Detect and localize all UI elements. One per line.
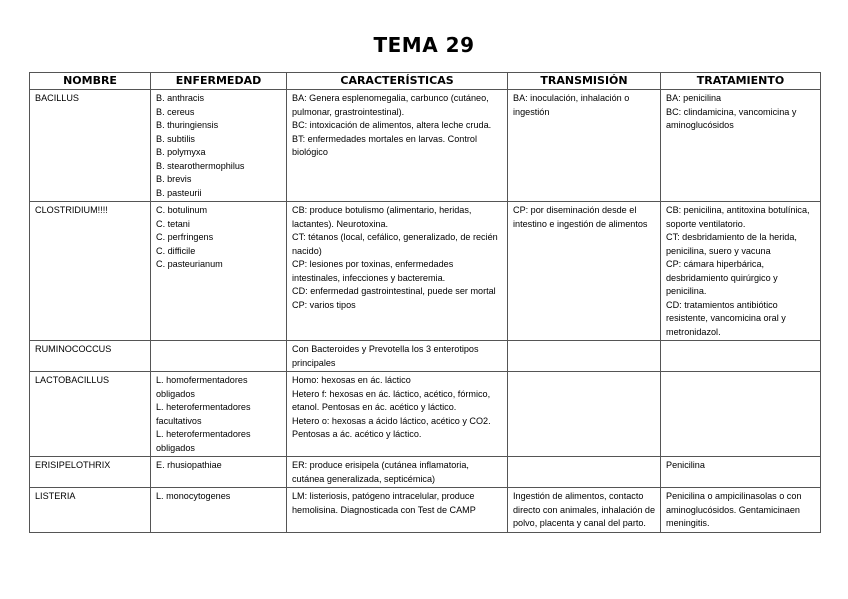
table-row xyxy=(30,488,821,533)
cell-nombre: BACILLUS xyxy=(30,90,151,202)
cell-transmision: Ingestión de alimentos, contacto directo con animales, inhalación de polvo, placenta y canal del parto. xyxy=(508,488,661,533)
cell-transmision xyxy=(508,457,661,488)
table-row xyxy=(30,202,821,341)
page-title: TEMA 29 xyxy=(373,33,475,57)
header-nombre: NOMBRE xyxy=(30,73,151,90)
cell-transmision: CP: por diseminación desde el intestino e ingestión de alimentos xyxy=(508,202,661,341)
cell-enfermedad: L. homofermentadores obligados L. heterofermentadores facultativos L. heterofermentadores obligados xyxy=(151,372,287,457)
cell-enfermedad: E. rhusiopathiae xyxy=(151,457,287,488)
cell-caracteristicas: ER: produce erisipela (cutánea inflamatoria, cutánea generalizada, septicémica) xyxy=(287,457,508,488)
cell-enfermedad: C. botulinum C. tetani C. perfringens C. difficile C. pasteurianum xyxy=(151,202,287,341)
cell-nombre: RUMINOCOCCUS xyxy=(30,341,151,372)
cell-transmision xyxy=(508,341,661,372)
cell-nombre: ERISIPELOTHRIX xyxy=(30,457,151,488)
table-row xyxy=(30,341,821,372)
cell-caracteristicas: Homo: hexosas en ác. láctico Hetero f: hexosas en ác. láctico, acético, fórmico, etanol. Pentosas en ác. acético y láctico. Hetero o: hexosas a ácido láctico, acético y CO2. Pentosas a ác. acético y láctico. xyxy=(287,372,508,457)
header-transmision: TRANSMISIÓN xyxy=(508,73,661,90)
bacteria-table xyxy=(29,72,821,533)
cell-tratamiento xyxy=(661,372,821,457)
header-tratamiento: TRATAMIENTO xyxy=(661,73,821,90)
cell-tratamiento: BA: penicilina BC: clindamicina, vancomicina y aminoglucósidos xyxy=(661,90,821,202)
table-row xyxy=(30,372,821,457)
cell-enfermedad: B. anthracis B. cereus B. thuringiensis B. subtilis B. polymyxa B. stearothermophilus B. brevis B. pasteurii xyxy=(151,90,287,202)
cell-transmision: BA: inoculación, inhalación o ingestión xyxy=(508,90,661,202)
table-row xyxy=(30,90,821,202)
header-caracteristicas: CARACTERÍSTICAS xyxy=(287,73,508,90)
cell-tratamiento: CB: penicilina, antitoxina botulínica, soporte ventilatorio. CT: desbridamiento de la herida, penicilina, suero y vacuna CP: cámara hiperbárica, desbridamiento quirúrgico y penicilina. CD: tratamientos antibiótico resistente, vancomicina oral y metronidazol. xyxy=(661,202,821,341)
table-header-row xyxy=(30,73,821,90)
cell-caracteristicas: LM: listeriosis, patógeno intracelular, produce hemolisina. Diagnosticada con Test de CAMP xyxy=(287,488,508,533)
cell-caracteristicas: Con Bacteroides y Prevotella los 3 enterotipos principales xyxy=(287,341,508,372)
cell-enfermedad xyxy=(151,341,287,372)
cell-tratamiento xyxy=(661,341,821,372)
cell-tratamiento: Penicilina xyxy=(661,457,821,488)
cell-caracteristicas: BA: Genera esplenomegalia, carbunco (cutáneo, pulmonar, grastrointestinal). BC: intoxicación de alimentos, altera leche cruda. BT: enfermedades mortales en larvas. Control biológico xyxy=(287,90,508,202)
cell-enfermedad: L. monocytogenes xyxy=(151,488,287,533)
cell-nombre: LISTERIA xyxy=(30,488,151,533)
cell-transmision xyxy=(508,372,661,457)
cell-nombre: LACTOBACILLUS xyxy=(30,372,151,457)
header-enfermedad: ENFERMEDAD xyxy=(151,73,287,90)
table-row xyxy=(30,457,821,488)
cell-caracteristicas: CB: produce botulismo (alimentario, heridas, lactantes). Neurotoxina. CT: tétanos (local, cefálico, generalizado, de recién nacido) CP: lesiones por toxinas, enfermedades intestinales, infecciones y bacteremia. CD: enfermedad gastrointestinal, puede ser mortal CP: varios tipos xyxy=(287,202,508,341)
cell-nombre: CLOSTRIDIUM!!!! xyxy=(30,202,151,341)
cell-tratamiento: Penicilina o ampicilinasolas o con aminoglucósidos. Gentamicinaen meningitis. xyxy=(661,488,821,533)
